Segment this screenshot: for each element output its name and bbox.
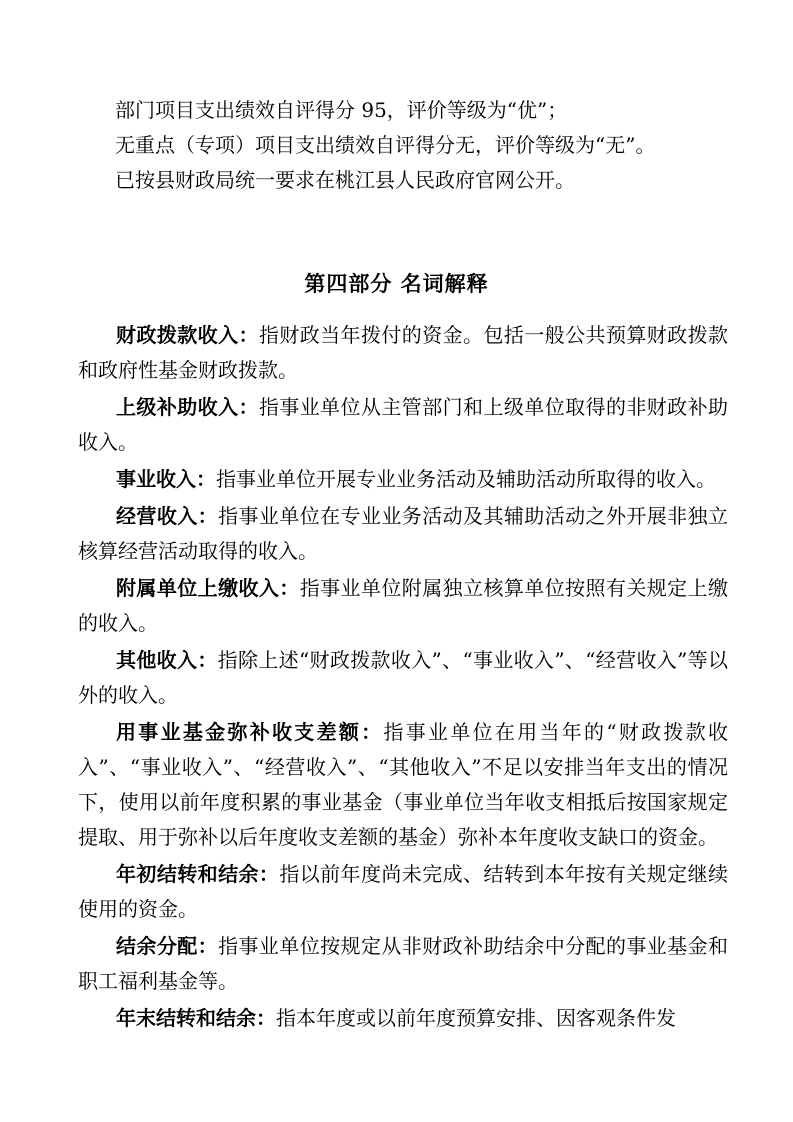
definition-text: 指事业单位开展专业业务活动及辅助活动所取得的收入。 — [216, 467, 716, 491]
definition-text: 指财政当年拨付的资金。包括一般公共预算财政拨款和政府性基金财政拨款。 — [78, 323, 729, 382]
definitions-list — [78, 318, 728, 1038]
definition-term: 其他收入： — [116, 648, 218, 672]
intro-line: 无重点（专项）项目支出绩效自评得分无，评价等级为“无”。 — [115, 133, 656, 157]
definition-text: 指以前年度尚未完成、结转到本年按有关规定继续使用的资金。 — [78, 862, 729, 921]
intro-line: 已按县财政局统一要求在桃江县人民政府官网公开。 — [115, 168, 575, 192]
definition-text: 指事业单位在用当年的“财政拨款收入”、“事业收入”、“经营收入”、“其他收入”不足以安排当年支出的情况下，使用以前年度积累的事业基金（事业单位当年收支相抵后按国家规定提取、用于弥补以后年度收支差额的基金）弥补本年度收支缺口的资金。 — [78, 720, 728, 849]
definition-term: 事业收入： — [116, 467, 216, 491]
definition-text: 指除上述“财政拨款收入”、“事业收入”、“经营收入”等以外的收入。 — [78, 648, 728, 707]
definition-item — [78, 318, 728, 388]
definition-term: 年初结转和结余： — [116, 862, 280, 886]
definition-text: 指事业单位附属独立核算单位按照有关规定上缴的收入。 — [78, 576, 729, 635]
definition-text: 指事业单位按规定从非财政补助结余中分配的事业基金和职工福利基金等。 — [78, 934, 729, 993]
definition-item — [78, 715, 728, 855]
definition-item — [78, 857, 728, 927]
definition-term: 结余分配： — [116, 934, 219, 958]
definition-item — [78, 929, 728, 999]
definition-term: 年末结转和结余： — [116, 1006, 276, 1030]
definition-item — [78, 643, 728, 713]
definition-item — [78, 462, 728, 497]
definition-term: 财政拨款收入： — [116, 323, 259, 347]
definition-item — [78, 499, 728, 569]
definition-text: 指事业单位从主管部门和上级单位取得的非财政补助收入。 — [78, 395, 729, 454]
definition-item — [78, 390, 728, 460]
definition-term: 经营收入： — [116, 504, 219, 528]
definition-term: 附属单位上缴收入： — [116, 576, 300, 600]
definition-text: 指本年度或以前年度预算安排、因客观条件发 — [276, 1006, 676, 1030]
definition-term: 用事业基金弥补收支差额： — [116, 720, 384, 744]
intro-line: 部门项目支出绩效自评得分 95，评价等级为“优”； — [115, 98, 568, 122]
definition-term: 上级补助收入： — [116, 395, 259, 419]
definition-item — [78, 571, 728, 641]
intro-paragraphs — [115, 93, 735, 198]
definition-item — [78, 1001, 728, 1036]
definition-text: 指事业单位在专业业务活动及其辅助活动之外开展非独立核算经营活动取得的收入。 — [78, 504, 729, 563]
section-title: 第四部分 名词解释 — [304, 272, 489, 296]
